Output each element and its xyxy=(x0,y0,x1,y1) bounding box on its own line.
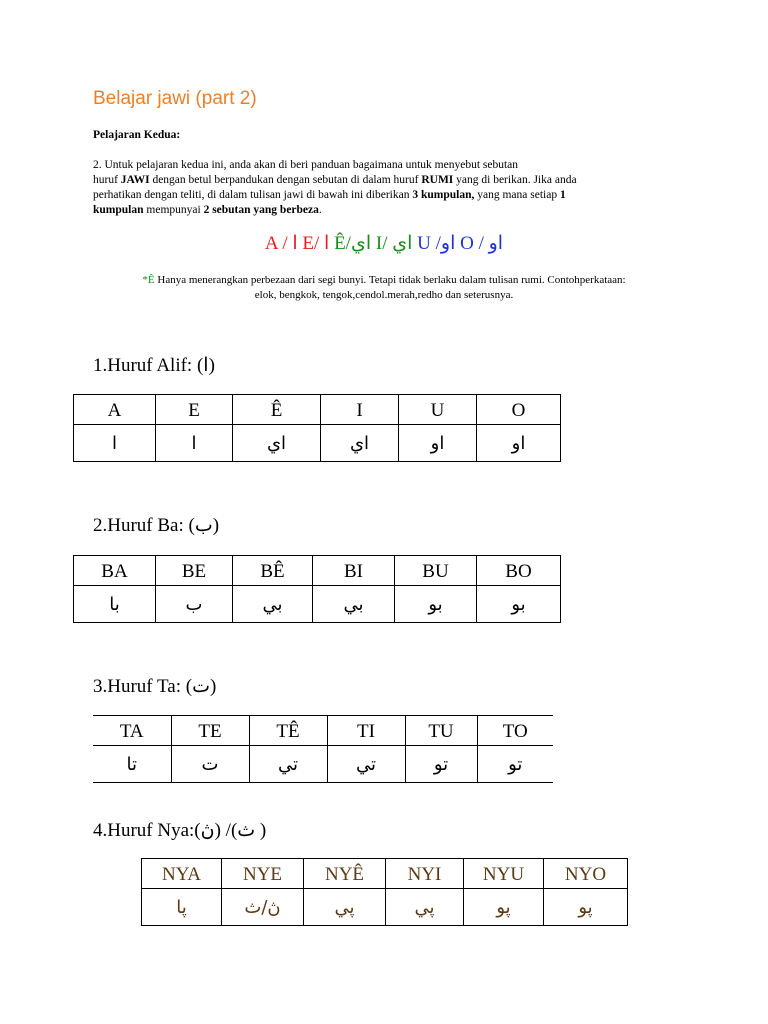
table-cell: تا xyxy=(93,746,171,783)
vowel-group-a-e: A / ا E/ ا xyxy=(264,233,330,254)
table-row-rumi xyxy=(142,859,628,889)
intro-text: huruf xyxy=(93,174,121,186)
table-cell: ڽا xyxy=(142,889,222,926)
table-row-jawi xyxy=(74,425,561,462)
table-cell: TE xyxy=(171,716,249,746)
lesson-subheading: Pelajaran Kedua: xyxy=(93,129,181,141)
intro-bold-kumpulan: kumpulan xyxy=(93,204,144,216)
table-cell: اي xyxy=(321,425,399,462)
table-cell: NYU xyxy=(464,859,544,889)
intro-text: yang di berikan. Jika anda xyxy=(453,174,577,186)
intro-text: . xyxy=(318,204,322,216)
table-cell: ا xyxy=(156,425,233,462)
table-cell: BU xyxy=(395,556,477,586)
intro-bold-jawi: JAWI xyxy=(120,174,150,186)
intro-bold-kumpulan3: 3 kumpulan, xyxy=(412,189,475,201)
note-marker: *Ê xyxy=(142,274,155,286)
intro-bold-rumi: RUMI xyxy=(421,174,454,186)
table-cell: بو xyxy=(477,586,561,623)
table-cell: I xyxy=(321,395,399,425)
table-cell: ڽ/ث xyxy=(222,889,304,926)
section-title-alif: 1.Huruf Alif: (ا) xyxy=(93,355,215,376)
table-cell: بي xyxy=(313,586,395,623)
intro-line-1: 2. Untuk pelajaran kedua ini, anda akan di beri panduan bagaimana untuk menyebut sebutan xyxy=(93,159,519,171)
intro-paragraph xyxy=(93,158,693,218)
table-cell: او xyxy=(477,425,561,462)
table-cell: BE xyxy=(156,556,233,586)
table-cell: بو xyxy=(395,586,477,623)
table-cell: NYÊ xyxy=(304,859,386,889)
table-cell: با xyxy=(74,586,156,623)
table-cell: O xyxy=(477,395,561,425)
table-nya xyxy=(141,858,628,926)
table-cell: او xyxy=(399,425,477,462)
intro-bold-one: 1 xyxy=(559,189,566,201)
note-text-2: elok, bengkok, tengok,cendol.merah,redho dan seterusnya. xyxy=(254,289,514,301)
vowel-summary-line xyxy=(0,232,768,255)
intro-text: yang mana setiap xyxy=(474,189,560,201)
table-row-jawi xyxy=(74,586,561,623)
table-cell: BI xyxy=(313,556,395,586)
table-cell: تو xyxy=(405,746,477,783)
table-cell: NYE xyxy=(222,859,304,889)
table-row-rumi xyxy=(93,716,553,746)
table-cell: تو xyxy=(477,746,553,783)
table-cell: ت xyxy=(171,746,249,783)
table-cell: ڽو xyxy=(544,889,628,926)
intro-bold-sebutan: 2 sebutan yang berbeza xyxy=(203,204,319,216)
table-cell: NYA xyxy=(142,859,222,889)
table-cell: Ê xyxy=(233,395,321,425)
table-cell: ب xyxy=(156,586,233,623)
table-cell: TÊ xyxy=(249,716,327,746)
intro-text: perhatikan dengan teliti, di dalam tulisan jawi di bawah ini diberikan xyxy=(93,189,413,201)
note-text: Hanya menerangkan perbezaan dari segi bunyi. Tetapi tidak berlaku dalam tulisan rumi. Contohperkataan: xyxy=(154,274,626,286)
intro-text: mempunyai xyxy=(143,204,204,216)
table-alif xyxy=(73,394,561,462)
table-cell: TA xyxy=(93,716,171,746)
vowel-group-u-o: U /او O / او xyxy=(417,233,504,254)
section-title-nya: 4.Huruf Nya:(ڽ) /(ث ) xyxy=(93,820,267,841)
table-cell: BO xyxy=(477,556,561,586)
table-cell: NYI xyxy=(386,859,464,889)
table-cell: تي xyxy=(327,746,405,783)
table-cell: ڽي xyxy=(386,889,464,926)
vowel-group-e-i: Ê/اي I/ اي xyxy=(334,233,413,254)
table-row-rumi xyxy=(74,556,561,586)
table-cell: TU xyxy=(405,716,477,746)
table-cell: تي xyxy=(249,746,327,783)
table-cell: BA xyxy=(74,556,156,586)
table-ba xyxy=(73,555,561,623)
intro-text: dengan betul berpandukan dengan sebutan di dalam huruf xyxy=(149,174,422,186)
table-cell: BÊ xyxy=(233,556,313,586)
page-title: Belajar jawi (part 2) xyxy=(93,88,257,109)
table-cell: بي xyxy=(233,586,313,623)
table-ta xyxy=(93,715,553,783)
note-paragraph xyxy=(93,273,675,303)
table-row-jawi xyxy=(93,746,553,783)
section-title-ta: 3.Huruf Ta: (ت) xyxy=(93,676,217,697)
table-row-rumi xyxy=(74,395,561,425)
table-cell: NYO xyxy=(544,859,628,889)
table-cell: ڽي xyxy=(304,889,386,926)
table-cell: TO xyxy=(477,716,553,746)
table-cell: اي xyxy=(233,425,321,462)
table-cell: U xyxy=(399,395,477,425)
section-title-ba: 2.Huruf Ba: (ب) xyxy=(93,515,220,536)
table-row-jawi xyxy=(142,889,628,926)
table-cell: A xyxy=(74,395,156,425)
table-cell: ا xyxy=(74,425,156,462)
table-cell: E xyxy=(156,395,233,425)
table-cell: TI xyxy=(327,716,405,746)
table-cell: ڽو xyxy=(464,889,544,926)
